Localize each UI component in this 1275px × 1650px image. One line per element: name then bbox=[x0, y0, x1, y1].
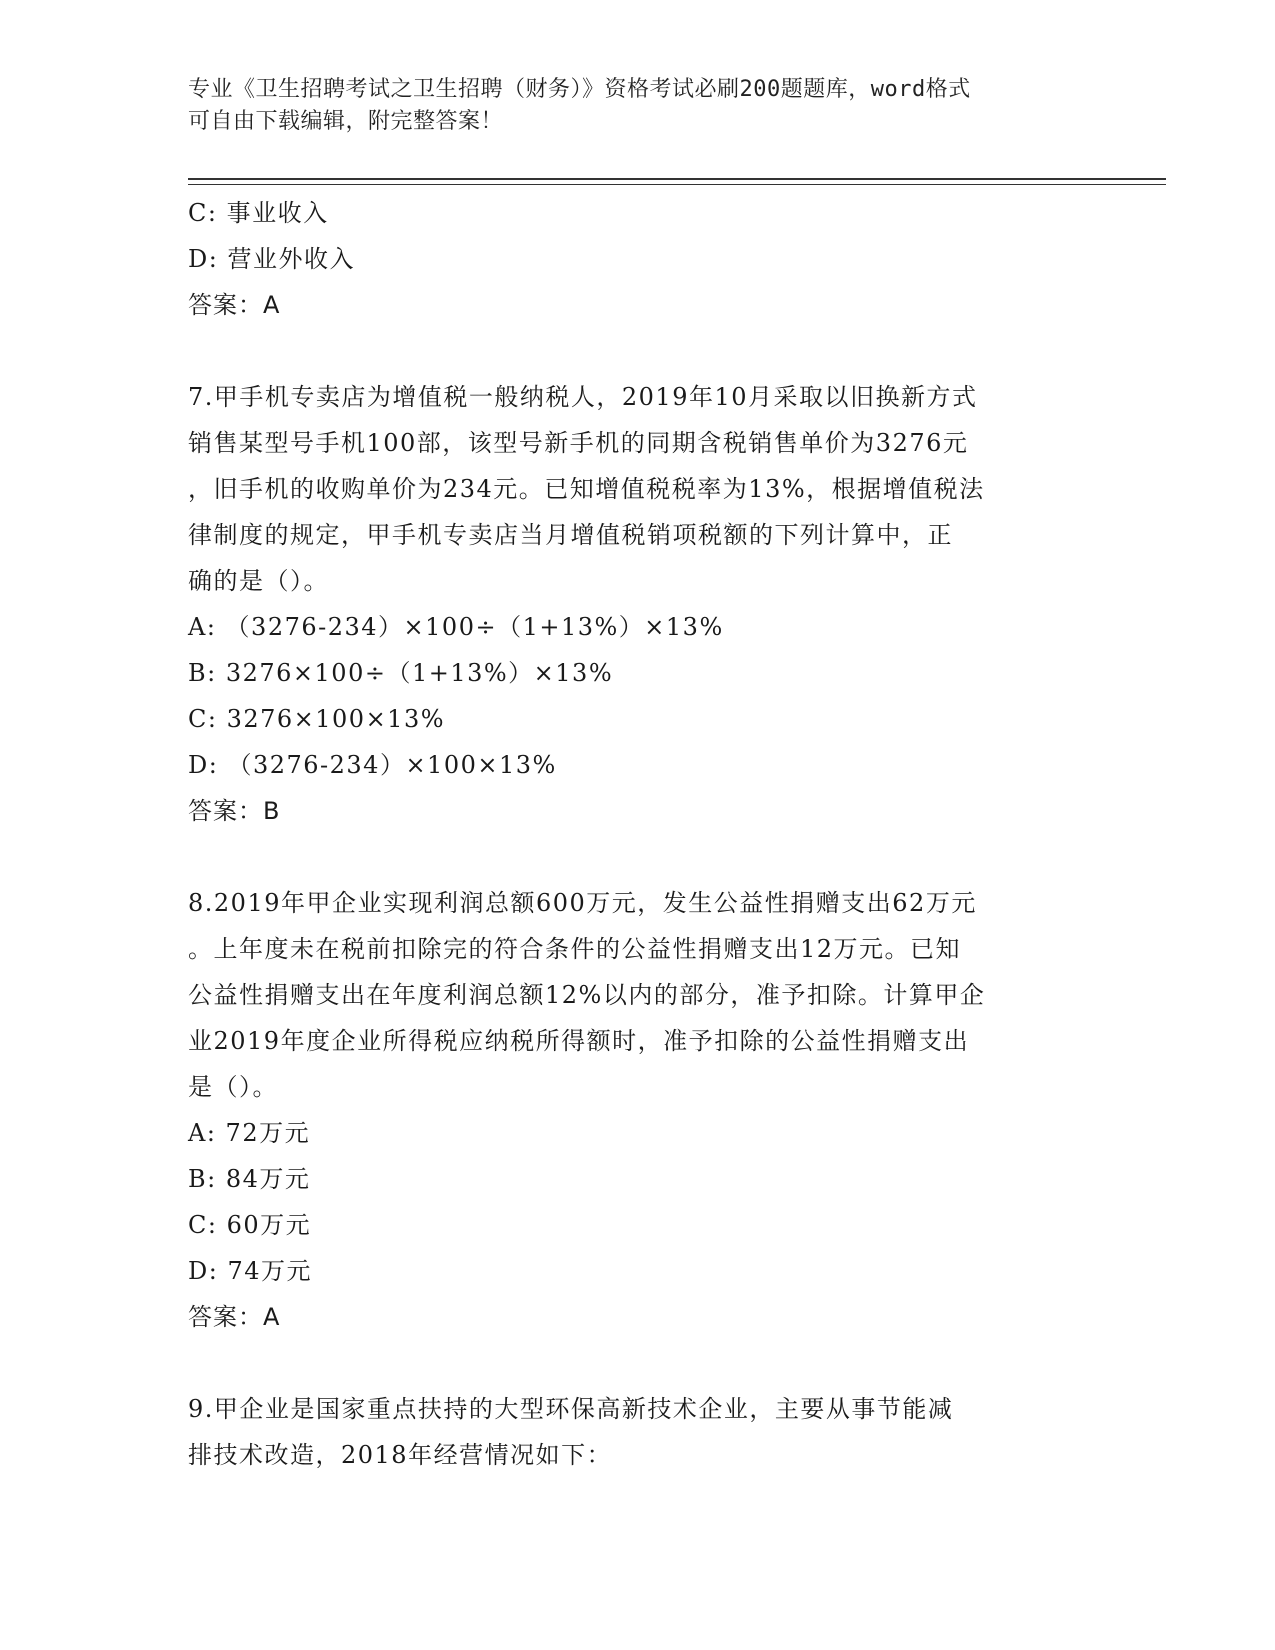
spacer bbox=[188, 1340, 1088, 1386]
option-b: B: 84万元 bbox=[188, 1165, 311, 1193]
option-d: D: 营业外收入 bbox=[188, 245, 355, 273]
answer: 答案：B bbox=[188, 797, 281, 825]
question-line: 8.2019年甲企业实现利润总额600万元，发生公益性捐赠支出62万元 bbox=[188, 889, 977, 917]
question-line: 业2019年度企业所得税应纳税所得额时，准予扣除的公益性捐赠支出 bbox=[188, 1027, 970, 1055]
option-c: C: 60万元 bbox=[188, 1211, 312, 1239]
option-b: B: 3276×100÷（1+13%）×13% bbox=[188, 659, 614, 687]
header-line-2: 可自由下载编辑，附完整答案！ bbox=[188, 109, 504, 134]
option-d: D: 74万元 bbox=[188, 1257, 312, 1285]
answer: 答案：A bbox=[188, 1303, 281, 1331]
question-line: 7.甲手机专卖店为增值税一般纳税人，2019年10月采取以旧换新方式 bbox=[188, 383, 978, 411]
header-divider bbox=[188, 178, 1166, 185]
question-6 bbox=[188, 190, 1088, 328]
spacer bbox=[188, 834, 1088, 880]
question-text bbox=[188, 880, 1088, 1110]
question-7 bbox=[188, 374, 1088, 834]
document-header bbox=[188, 74, 1088, 138]
question-text bbox=[188, 374, 1088, 604]
option-c: C: 3276×100×13% bbox=[188, 705, 446, 733]
question-line: 律制度的规定，甲手机专卖店当月增值税销项税额的下列计算中，正 bbox=[188, 521, 953, 549]
question-line: 确的是（）。 bbox=[188, 567, 329, 595]
question-8 bbox=[188, 880, 1088, 1340]
question-9 bbox=[188, 1386, 1088, 1478]
header-line-1: 专业《卫生招聘考试之卫生招聘（财务）》资格考试必刷200题题库，word格式 bbox=[188, 77, 971, 102]
document-body bbox=[188, 190, 1088, 1478]
answer: 答案：A bbox=[188, 291, 281, 319]
question-text bbox=[188, 1386, 1088, 1478]
option-a: A: 72万元 bbox=[188, 1119, 311, 1147]
question-line: 9.甲企业是国家重点扶持的大型环保高新技术企业，主要从事节能减 bbox=[188, 1395, 954, 1423]
option-a: A: （3276-234）×100÷（1+13%）×13% bbox=[188, 613, 724, 641]
question-line: 。上年度未在税前扣除完的符合条件的公益性捐赠支出12万元。已知 bbox=[188, 935, 962, 963]
spacer bbox=[188, 328, 1088, 374]
question-line: 公益性捐赠支出在年度利润总额12%以内的部分，准予扣除。计算甲企 bbox=[188, 981, 986, 1009]
question-line: ，旧手机的收购单价为234元。已知增值税税率为13%，根据增值税法 bbox=[188, 475, 985, 503]
question-line: 销售某型号手机100部，该型号新手机的同期含税销售单价为3276元 bbox=[188, 429, 969, 457]
option-c: C: 事业收入 bbox=[188, 199, 329, 227]
question-line: 排技术改造，2018年经营情况如下： bbox=[188, 1441, 613, 1469]
question-line: 是（）。 bbox=[188, 1073, 278, 1101]
option-d: D: （3276-234）×100×13% bbox=[188, 751, 557, 779]
